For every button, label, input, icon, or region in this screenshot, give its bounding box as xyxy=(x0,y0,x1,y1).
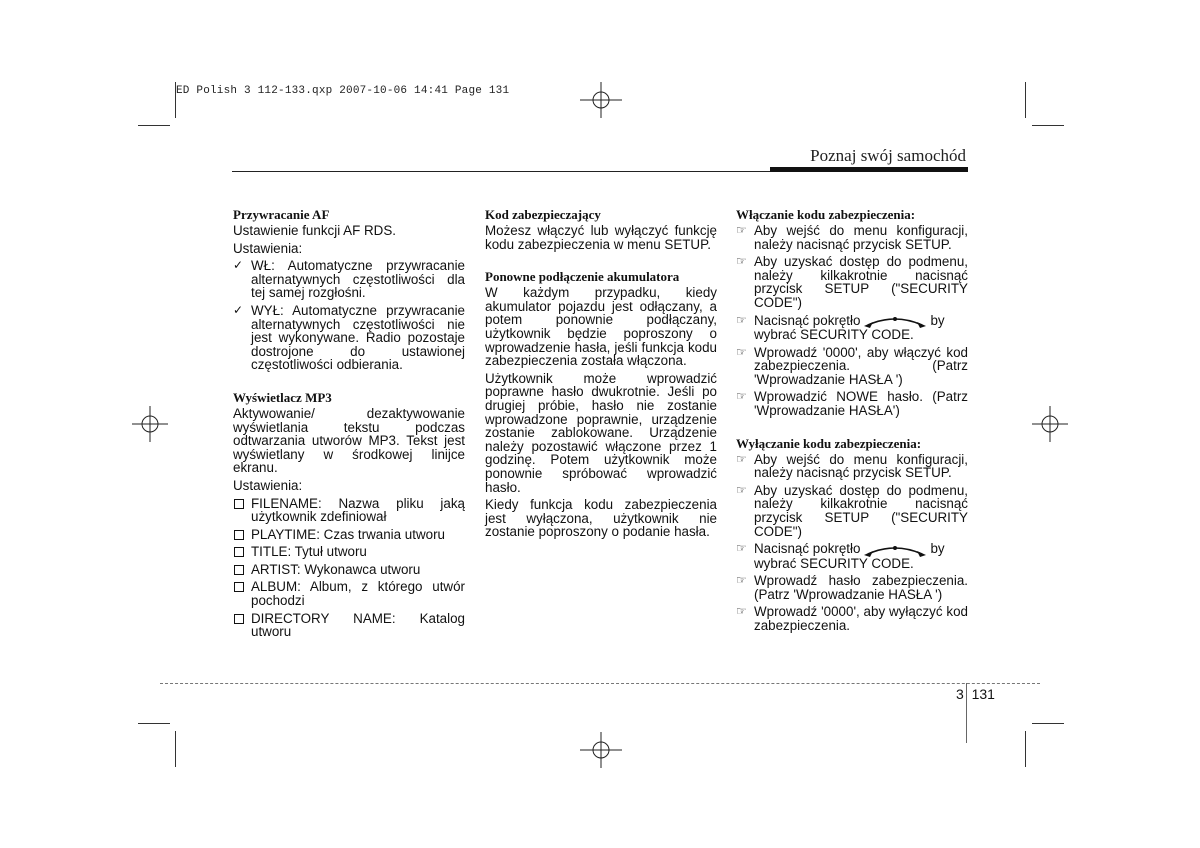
checkbox-icon xyxy=(234,547,244,557)
tuning-knob-icon xyxy=(864,314,926,328)
paragraph: Możesz włączyć lub wyłączyć funkcję kodu zabezpieczenia w menu SETUP. xyxy=(485,223,717,252)
print-slug: ED Polish 3 112-133.qxp 2007-10-06 14:41 Page 131 xyxy=(176,85,510,97)
crop-mark xyxy=(175,82,176,118)
pointing-hand-icon: ☞ xyxy=(736,573,747,588)
column-2 xyxy=(485,207,717,543)
pointing-hand-icon: ☞ xyxy=(736,482,747,497)
list-item: ☞ Nacisnąć pokrętło by wybrać SECURITY CODE. xyxy=(736,541,945,571)
pointing-hand-icon: ☞ xyxy=(736,344,747,359)
list-item: ✓ WŁ: Automatyczne przywracanie alternatywnych częstotliwości dla tej samej rozgłośni. xyxy=(233,258,465,301)
list-item: ☞ Aby uzyskać dostęp do podmenu, należy kilkakrotnie nacisnąć przycisk SETUP ("SECURITY CODE") xyxy=(736,482,968,539)
paragraph: Aktywowanie/ dezaktywowanie wyświetlania tekstu podczas odtwarzania utworów MP3. Tekst jest wyświetlany w środkowej linijce ekranu. xyxy=(233,405,465,476)
checkbox-icon xyxy=(234,499,244,509)
check-icon: ✓ xyxy=(233,258,244,273)
list-item: ALBUM: Album, z którego utwór pochodzi xyxy=(233,580,465,607)
heading-enable-code: Włączanie kodu zabezpieczenia: xyxy=(736,207,916,222)
header-bar xyxy=(770,167,968,172)
list-item: ☞ Aby wejść do menu konfiguracji, należy nacisnąć przycisk SETUP. xyxy=(736,451,968,481)
heading-mp3: Wyświetlacz MP3 xyxy=(233,389,332,405)
heading-battery: Ponowne podłączenie akumulatora xyxy=(485,269,680,285)
crop-mark xyxy=(175,731,176,767)
check-icon: ✓ xyxy=(233,302,244,317)
list-item: ☞ Wprowadź hasło zabezpieczenia. (Patrz 'Wprowadzanie HASŁA ') xyxy=(736,573,968,602)
list-item: ☞ Aby wejść do menu konfiguracji, należy nacisnąć przycisk SETUP. xyxy=(736,223,968,252)
crop-mark xyxy=(1032,125,1064,126)
pointing-hand-icon: ☞ xyxy=(736,541,747,556)
crop-mark xyxy=(138,125,170,126)
column-1 xyxy=(233,207,465,643)
heading-disable-code: Wyłączanie kodu zabezpieczenia: xyxy=(736,435,922,451)
list-item: ARTIST: Wykonawca utworu xyxy=(233,563,465,577)
crop-mark xyxy=(138,723,170,724)
checkbox-icon xyxy=(234,530,244,540)
crop-mark xyxy=(1032,723,1064,724)
crop-mark xyxy=(1025,82,1026,118)
column-3 xyxy=(736,207,968,637)
list-item: FILENAME: Nazwa pliku jaką użytkownik zdefiniował xyxy=(233,497,465,524)
registration-mark-icon xyxy=(576,80,626,120)
heading-security-code: Kod zabezpieczający xyxy=(485,207,601,222)
page-number xyxy=(956,686,995,702)
paragraph: Ustawienia: xyxy=(233,477,303,493)
paragraph: Ustawienie funkcji AF RDS. xyxy=(233,223,396,238)
page-number-value: 131 xyxy=(971,686,995,702)
list-item: ☞ Aby uzyskać dostęp do podmenu, należy kilkakrotnie nacisnąć przycisk SETUP ("SECURITY CODE") xyxy=(736,254,968,310)
list-item: ☞ Nacisnąć pokrętło by wybrać SECURITY CODE. xyxy=(736,312,945,343)
tuning-knob-icon xyxy=(864,543,926,557)
paragraph: W każdym przypadku, kiedy akumulator pojazdu jest odłączany, a potem ponownie podłączany, użytkownik będzie poproszony o wprowadzenie hasła, jeśli funkcja kodu zabezpieczenia została włączona. xyxy=(485,285,717,369)
section-title: Poznaj swój samochód xyxy=(810,146,966,165)
registration-mark-icon xyxy=(576,730,626,770)
paragraph: Użytkownik może wprowadzić poprawne hasło dwukrotnie. Jeśli po drugiej próbie, hasło nie zostanie wprowadzone poprawnie, urządzenie zostanie zablokowane. Urządzenie należy pozostawić włączone przez 1 godzinę. Potem użytkownik może ponownie spróbować wprowadzić hasło. xyxy=(485,370,717,495)
pointing-hand-icon: ☞ xyxy=(736,451,747,466)
paragraph: Kiedy funkcja kodu zabezpieczenia jest wyłączona, użytkownik nie zostanie poproszony o podanie hasła. xyxy=(485,497,717,540)
registration-mark-icon xyxy=(1030,404,1070,444)
checkbox-icon xyxy=(234,582,244,592)
list-item: ☞ Wprowadź '0000', aby wyłączyć kod zabezpieczenia. xyxy=(736,604,968,633)
pointing-hand-icon: ☞ xyxy=(736,604,747,619)
pointing-hand-icon: ☞ xyxy=(736,389,747,404)
footer-rule xyxy=(160,683,1040,684)
list-item: PLAYTIME: Czas trwania utworu xyxy=(233,528,465,542)
heading-af: Przywracanie AF xyxy=(233,207,330,222)
pointing-hand-icon: ☞ xyxy=(736,223,747,237)
paragraph: Ustawienia: xyxy=(233,240,303,256)
checkbox-icon xyxy=(234,614,244,624)
list-item: TITLE: Tytuł utworu xyxy=(233,545,465,559)
list-item: ☞ Wprowadź '0000', aby włączyć kod zabezpieczenia. (Patrz 'Wprowadzanie HASŁA ') xyxy=(736,344,968,387)
checkbox-icon xyxy=(234,565,244,575)
list-item: ✓ WYŁ: Automatyczne przywracanie alternatywnych częstotliwości nie jest wykonywane. Radio pozostaje dostrojone do ustawionej częstotliwości odbierania. xyxy=(233,302,465,373)
registration-mark-icon xyxy=(130,404,170,444)
crop-mark xyxy=(1025,731,1026,767)
list-item: ☞ Wprowadzić NOWE hasło. (Patrz 'Wprowadzanie HASŁA') xyxy=(736,389,968,418)
chapter-number: 3 xyxy=(956,686,964,702)
list-item: DIRECTORY NAME: Katalog utworu xyxy=(233,612,465,639)
pointing-hand-icon: ☞ xyxy=(736,254,747,269)
pointing-hand-icon: ☞ xyxy=(736,312,747,327)
